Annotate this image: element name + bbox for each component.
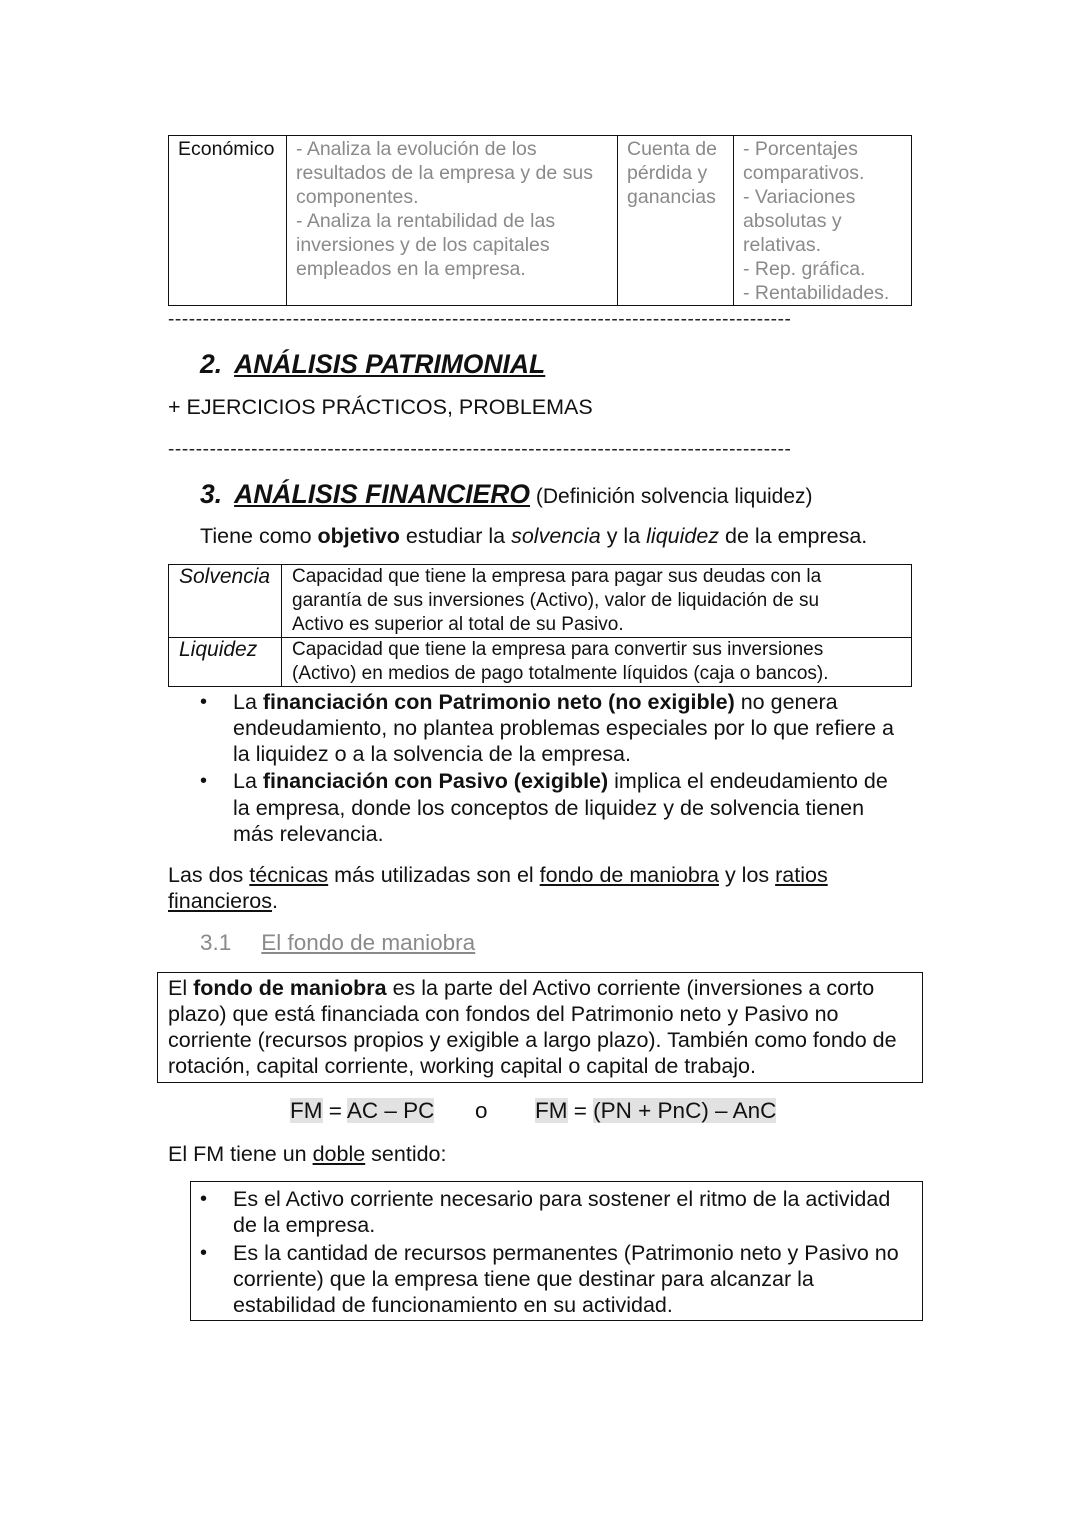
formula-operator: = <box>567 1098 594 1123</box>
formula-term: (PN + PnC) – AnC <box>593 1098 777 1123</box>
techniques-paragraph-cont <box>168 888 278 914</box>
bullet-icon: • <box>200 1242 208 1264</box>
text: . <box>271 889 278 913</box>
definition-line <box>168 975 874 1001</box>
technique-line: - Rentabilidades. <box>743 282 890 304</box>
section-title: ANÁLISIS PATRIMONIAL <box>234 349 546 379</box>
section-subtitle: (Definición solvencia liquidez) <box>535 485 813 508</box>
description-line: inversiones y de los capitales <box>296 234 550 256</box>
formula-1 <box>290 1098 434 1124</box>
sense-line: corriente) que la empresa tiene que destinar para alcanzar la <box>233 1267 814 1291</box>
technique-line: absolutas y <box>743 210 842 232</box>
text-bold: fondo de maniobra <box>193 976 387 1000</box>
text-italic: solvencia <box>511 524 601 548</box>
subsection-number: 3.1 <box>200 930 232 955</box>
technique-line: - Rep. gráfica. <box>743 258 866 280</box>
text: implica el endeudamiento de <box>608 769 888 793</box>
table-row <box>169 638 912 687</box>
bullet-item <box>233 768 888 794</box>
sense-line: Es la cantidad de recursos permanentes (Patrimonio neto y Pasivo no <box>233 1241 899 1265</box>
description-line: resultados de la empresa y de sus <box>296 162 593 184</box>
analysis-types-table <box>168 135 912 306</box>
formula-term: AC – PC <box>346 1098 435 1123</box>
text: El FM tiene un <box>168 1142 313 1166</box>
text-italic: liquidez <box>646 524 720 548</box>
text: de la empresa. <box>719 524 868 548</box>
definition-line: rotación, capital corriente, working capital o capital de trabajo. <box>168 1054 756 1078</box>
techniques-paragraph <box>168 862 828 888</box>
analysis-type-cell <box>169 136 287 306</box>
document-cell <box>618 136 734 306</box>
formula-2 <box>535 1098 776 1124</box>
text-underlined: fondo de maniobra <box>539 863 719 887</box>
technique-line: - Porcentajes <box>743 138 858 160</box>
section-number: 2. <box>200 349 223 379</box>
technique-line: relativas. <box>743 234 822 256</box>
definition-text <box>282 565 912 638</box>
section-number: 3. <box>200 479 223 509</box>
definition-line: Capacidad que tiene la empresa para pagar sus deudas con la <box>292 566 822 587</box>
bullet-item <box>233 689 838 715</box>
formula-term: FM <box>290 1098 323 1123</box>
text: no genera <box>734 690 838 714</box>
separator-line: ------------------------------------------------------------------------------------------ <box>168 310 792 330</box>
separator-line: ------------------------------------------------------------------------------------------ <box>168 440 792 460</box>
text-underlined: financieros <box>168 889 272 913</box>
sense-line: Es el Activo corriente necesario para sostener el ritmo de la actividad <box>233 1187 891 1211</box>
subsection-title: El fondo de maniobra <box>261 930 476 955</box>
definition-line: (Activo) en medios de pago totalmente líquidos (caja o bancos). <box>292 663 829 684</box>
section-heading-2 <box>200 348 545 380</box>
text: El <box>168 976 194 1000</box>
description-cell <box>287 136 618 306</box>
definition-line: garantía de sus inversiones (Activo), valor de liquidación de su <box>292 590 820 611</box>
text-underlined: doble <box>312 1142 366 1166</box>
text: La <box>233 690 263 714</box>
bullet-icon: • <box>200 1188 208 1210</box>
description-line: empleados en la empresa. <box>296 258 526 280</box>
formula-term: FM <box>535 1098 568 1123</box>
definition-term: Solvencia <box>169 565 282 638</box>
text: y la <box>600 524 647 548</box>
definition-line: Capacidad que tiene la empresa para convertir sus inversiones <box>292 639 824 660</box>
description-line: componentes. <box>296 186 419 208</box>
text: La <box>233 769 263 793</box>
bullet-line: la empresa, donde los conceptos de liquidez y de solvencia tienen <box>233 796 865 820</box>
bullet-line: la liquidez o a la solvencia de la empresa. <box>233 742 631 766</box>
technique-line: - Variaciones <box>743 186 856 208</box>
section-heading-3 <box>200 478 813 513</box>
analysis-type: Económico <box>178 138 275 160</box>
formula-operator: = <box>322 1098 347 1123</box>
text: es la parte del Activo corriente (inversiones a corto <box>386 976 875 1000</box>
definitions-table <box>168 564 912 687</box>
text: sentido: <box>365 1142 447 1166</box>
sense-line: estabilidad de funcionamiento en su actividad. <box>233 1293 673 1317</box>
bullet-icon: • <box>200 770 208 792</box>
bullet-line: más relevancia. <box>233 822 384 846</box>
section-title: ANÁLISIS FINANCIERO <box>234 479 531 509</box>
table-row <box>169 565 912 638</box>
sense-line: de la empresa. <box>233 1213 376 1237</box>
section-note: + EJERCICIOS PRÁCTICOS, PROBLEMAS <box>168 395 593 419</box>
bullet-line: endeudamiento, no plantea problemas especiales por lo que refiere a <box>233 716 894 740</box>
techniques-cell <box>734 136 912 306</box>
description-line: - Analiza la rentabilidad de las <box>296 210 556 232</box>
technique-line: comparativos. <box>743 162 865 184</box>
table-row <box>169 136 912 306</box>
text-bold: financiación con Patrimonio neto (no exigible) <box>262 690 735 714</box>
text-underlined: ratios <box>775 863 828 887</box>
document-line: Cuenta de <box>627 138 717 160</box>
double-sense-paragraph <box>168 1141 446 1167</box>
definition-line: plazo) que está financiada con fondos del Patrimonio neto y Pasivo no <box>168 1002 839 1026</box>
text: Tiene como <box>200 524 318 548</box>
formula-or: o <box>475 1098 488 1123</box>
definition-line: Activo es superior al total de su Pasivo. <box>292 614 624 635</box>
text: estudiar la <box>399 524 512 548</box>
subsection-heading <box>200 930 475 956</box>
definition-line: corriente (recursos propios y exigible a largo plazo). También como fondo de <box>168 1028 897 1052</box>
text-underlined: técnicas <box>249 863 329 887</box>
objective-paragraph <box>200 523 867 549</box>
document-line: pérdida y <box>627 162 708 184</box>
text-bold: financiación con Pasivo (exigible) <box>262 769 609 793</box>
description-line: - Analiza la evolución de los <box>296 138 537 160</box>
text-bold: objetivo <box>317 524 400 548</box>
document-line: ganancias <box>627 186 716 208</box>
text: más utilizadas son el <box>328 863 540 887</box>
text: y los <box>718 863 776 887</box>
bullet-icon: • <box>200 691 208 713</box>
text: Las dos <box>168 863 250 887</box>
definition-text <box>282 638 912 687</box>
definition-term: Liquidez <box>169 638 282 687</box>
